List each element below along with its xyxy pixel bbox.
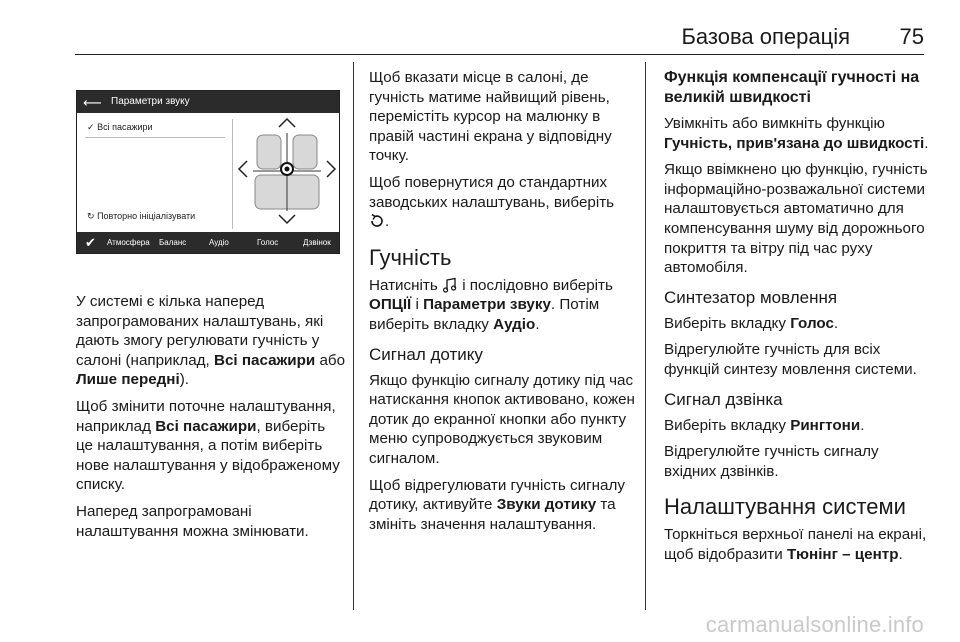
heading-touch-signal: Сигнал дотику [369, 344, 483, 364]
tab-balance: Баланс [159, 238, 187, 247]
paragraph: Якщо ввімкнено цю функцію, гучність інформаційно-розважальної системи налаштовується автоматично для компенсування шуму від дорожнього покриття та вітру під час руху автомобіля. [664, 161, 928, 277]
option-all-passengers: ✓ Всі пасажири [87, 122, 153, 132]
paragraph: Увімкніть або вимкніть функцію Гучність, прив'язана до швидкості. [664, 115, 929, 152]
checkmark-icon: ✔ [85, 235, 96, 250]
heading-speed-compensation: Функція компенсації гучності на великій швидкості [664, 69, 920, 106]
paragraph: Щоб вказати місце в салоні, де гучність матиме найвищий рівень, перемістіть курсор на малюнку в правій частині екрана у відповідну точку. [369, 69, 612, 165]
header-title: Базова операція [681, 24, 850, 49]
reset-icon [369, 213, 385, 229]
column-3 [664, 68, 934, 572]
seat-map-icon [235, 115, 339, 231]
paragraph: Якщо функцію сигналу дотику під час натискання кнопок активовано, кожен дотик до екранної кнопки або пункту меню супроводжується звуковим сигналом. [369, 371, 635, 467]
watermark: carmanualsonline.info [705, 612, 924, 637]
paragraph: Відрегулюйте гучність сигналу вхідних дзвінків. [664, 443, 879, 480]
paragraph: Наперед запрограмовані налаштування можна змінювати. [76, 502, 309, 540]
heading-ring-signal: Сигнал дзвінка [664, 389, 783, 409]
panel-divider [232, 119, 233, 229]
back-arrow-icon: ⟵ [83, 95, 102, 110]
screenshot-title-bar [77, 91, 339, 113]
paragraph: Відрегулюйте гучність для всіх функцій синтезу мовлення системи. [664, 341, 917, 378]
tab-voice: Голос [257, 238, 279, 247]
option-reset: ↻ Повторно ініціалізувати [87, 211, 196, 221]
heading-volume: Гучність [369, 244, 452, 270]
option-divider [85, 137, 225, 138]
paragraph: Торкніться верхньої панелі на екрані, щоб відобразити Тюнінг – центр. [664, 526, 927, 563]
paragraph: Виберіть вкладку Голос. [664, 314, 839, 332]
column-1 [76, 292, 346, 548]
paragraph: Щоб змінити поточне налаштування, наприклад Всі пасажири, виберіть це налаштування, а потім виберіть нове налаштування у відображеному списку. [76, 397, 340, 494]
column-2 [369, 68, 637, 541]
tab-atmosphere: Атмосфера [107, 238, 150, 247]
reset-icon: ↻ [87, 211, 95, 221]
check-icon: ✓ [87, 122, 95, 132]
music-note-icon [442, 277, 458, 293]
sound-settings-screenshot [76, 90, 340, 254]
column-divider-2 [645, 62, 646, 610]
paragraph: Виберіть вкладку Рингтони. [664, 416, 865, 434]
tab-audio: Аудіо [209, 238, 229, 247]
paragraph: Щоб повернутися до стандартних заводських налаштувань, виберіть . [369, 173, 615, 231]
paragraph: Натисніть і послідовно виберіть ОПЦІЇ і Параметри звуку. Потім виберіть вкладку Аудіо. [369, 276, 613, 333]
header-rule [75, 54, 924, 55]
tab-call: Дзвінок [303, 238, 331, 247]
heading-speech-synth: Синтезатор мовлення [664, 287, 838, 307]
paragraph: Щоб відрегулювати гучність сигналу дотику, активуйте Звуки дотику та змініть значення налаштування. [369, 476, 625, 533]
screenshot-title: Параметри звуку [111, 96, 190, 107]
screenshot-tab-bar [77, 232, 339, 253]
column-divider-1 [353, 62, 354, 610]
page-header [0, 0, 960, 56]
paragraph: У системі є кілька наперед запрограмованих налаштувань, які дають змогу регулювати гучність у салоні (наприклад, Всі пасажири або Лише передні). [76, 293, 346, 389]
heading-system-settings: Налаштування системи [664, 494, 906, 520]
page-number: 75 [899, 24, 924, 49]
